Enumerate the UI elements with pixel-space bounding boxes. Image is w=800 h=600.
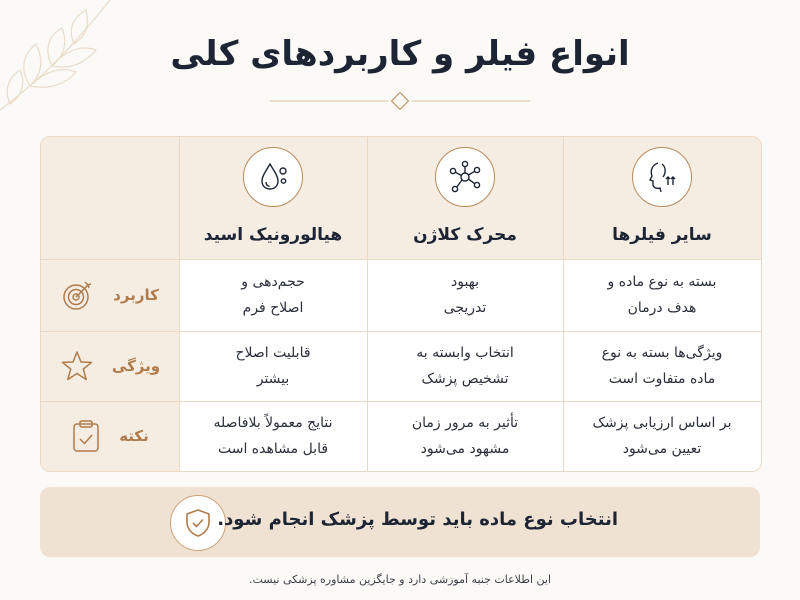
- row-label-note: نکته: [41, 401, 179, 471]
- table-cell: انتخاب وابسته به تشخیص پزشک: [416, 345, 514, 387]
- molecule-icon: [435, 147, 495, 207]
- table-cell: قابلیت اصلاح بیشتر: [235, 345, 311, 387]
- row-label-feature: ویژگی: [41, 331, 179, 401]
- target-icon: [61, 278, 95, 312]
- disclaimer: این اطلاعات جنبه آموزشی دارد و جایگزین مشاوره پزشکی نیست.: [248, 573, 552, 586]
- column-header-collagen-stimulator: [367, 137, 563, 259]
- column-header-hyaluronic-acid: [179, 137, 367, 259]
- title-divider: [270, 92, 530, 110]
- column-title: هیالورونیک اسید: [203, 225, 343, 245]
- clipboard-check-icon: [71, 419, 101, 453]
- column-header-other-fillers: [563, 137, 761, 259]
- table-cell: ویژگی‌ها بسته به نوع ماده متفاوت است: [601, 345, 723, 387]
- droplet-icon: [243, 147, 303, 207]
- row-label-usage: کاربرد: [41, 259, 179, 331]
- table-cell: تأثیر به مرور زمان مشهود می‌شود: [411, 415, 519, 457]
- face-lift-icon: [632, 147, 692, 207]
- comparison-table: [40, 136, 762, 472]
- table-cell: حجم‌دهی و اصلاح فرم: [241, 274, 305, 316]
- column-title: محرک کلاژن: [413, 225, 517, 245]
- page-title: انواع فیلر و کاربردهای کلی: [170, 34, 630, 74]
- table-cell: بر اساس ارزیابی پزشک تعیین می‌شود: [592, 415, 732, 457]
- column-title: سایر فیلرها: [612, 225, 712, 245]
- table-cell: بهبود تدریجی: [443, 274, 487, 316]
- table-cell: نتایج معمولاً بلافاصله قابل مشاهده است: [213, 415, 333, 457]
- star-icon: [60, 349, 94, 383]
- note-banner: [40, 487, 760, 557]
- note-text: انتخاب نوع ماده باید توسط پزشک انجام شود.: [217, 509, 618, 530]
- table-cell: بسته به نوع ماده و هدف درمان: [607, 274, 717, 316]
